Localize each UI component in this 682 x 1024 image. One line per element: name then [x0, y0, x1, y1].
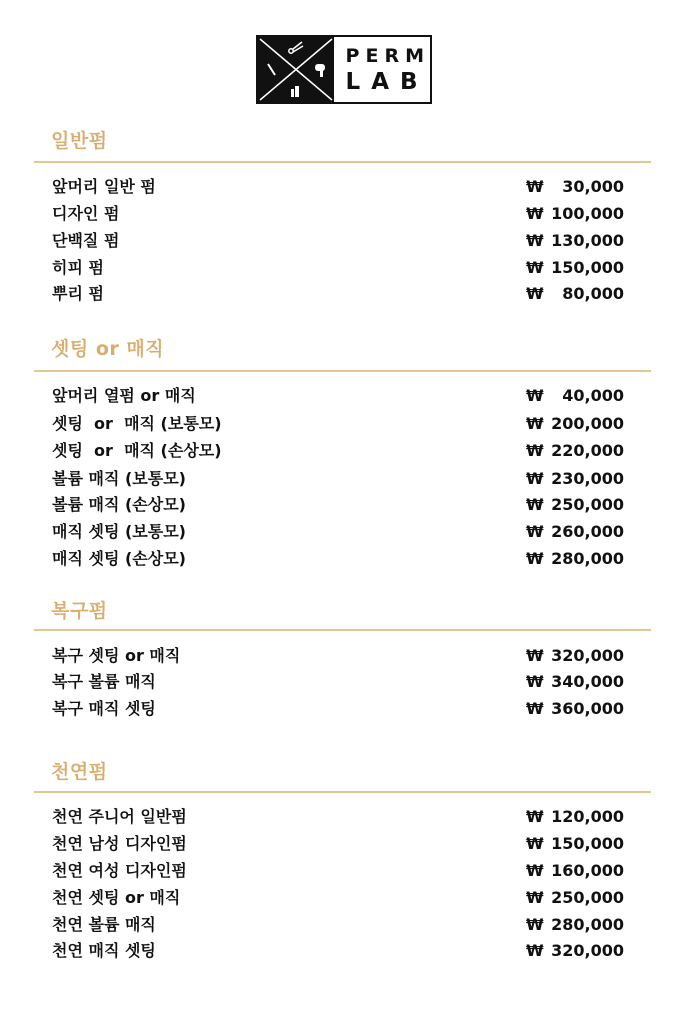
item-name: 천연 남성 디자인펌 [52, 834, 187, 853]
currency-symbol: ₩ [526, 807, 544, 826]
section-divider [34, 161, 651, 163]
menu-item [52, 466, 624, 492]
section-divider [34, 629, 651, 631]
item-name: 단백질 펌 [52, 231, 120, 250]
item-name: 복구 셋팅 or 매직 [52, 646, 181, 665]
item-name: 셋팅 or 매직 (손상모) [52, 441, 222, 460]
menu-item [52, 858, 624, 884]
logo-tools-emblem [258, 37, 334, 102]
menu-item [52, 281, 624, 307]
section-title: 셋팅 or 매직 [51, 338, 165, 360]
item-name: 매직 셋팅 (손상모) [52, 549, 186, 568]
item-price: 220,000 [551, 441, 624, 460]
item-price: 360,000 [551, 699, 624, 718]
currency-symbol: ₩ [526, 177, 544, 196]
currency-symbol: ₩ [526, 231, 544, 250]
item-price: 200,000 [551, 414, 624, 433]
menu-item [52, 411, 624, 437]
menu-item [52, 643, 624, 669]
currency-symbol: ₩ [526, 469, 544, 488]
currency-symbol: ₩ [526, 699, 544, 718]
menu-item [52, 546, 624, 572]
item-name: 천연 볼륨 매직 [52, 915, 156, 934]
item-name: 디자인 펌 [52, 204, 120, 223]
currency-symbol: ₩ [526, 441, 544, 460]
item-name: 복구 매직 셋팅 [52, 699, 156, 718]
logo-wordmark [334, 37, 430, 102]
section-divider [34, 791, 651, 793]
menu-item [52, 228, 624, 254]
menu-item [52, 804, 624, 830]
item-price: 230,000 [551, 469, 624, 488]
currency-symbol: ₩ [526, 495, 544, 514]
perm-lab-logo [256, 35, 432, 104]
currency-symbol: ₩ [526, 915, 544, 934]
item-price: 250,000 [551, 888, 624, 907]
section-title: 천연펌 [51, 761, 108, 783]
item-price: 160,000 [551, 861, 624, 880]
item-name: 앞머리 일반 펌 [52, 177, 156, 196]
item-price: 120,000 [551, 807, 624, 826]
item-name: 뿌리 펌 [52, 284, 104, 303]
item-price: 280,000 [551, 915, 624, 934]
currency-symbol: ₩ [526, 861, 544, 880]
item-name: 천연 셋팅 or 매직 [52, 888, 181, 907]
currency-symbol: ₩ [526, 386, 544, 405]
currency-symbol: ₩ [526, 834, 544, 853]
item-name: 볼륨 매직 (손상모) [52, 495, 186, 514]
menu-item [52, 383, 624, 409]
menu-item [52, 255, 624, 281]
item-price: 340,000 [551, 672, 624, 691]
item-price: 280,000 [551, 549, 624, 568]
item-name: 천연 여성 디자인펌 [52, 861, 187, 880]
section-title: 복구펌 [51, 600, 108, 622]
item-name: 천연 매직 셋팅 [52, 941, 156, 960]
currency-symbol: ₩ [526, 522, 544, 541]
logo-tools-icon [258, 37, 334, 102]
item-name: 볼륨 매직 (보통모) [52, 469, 186, 488]
menu-item [52, 519, 624, 545]
currency-symbol: ₩ [526, 258, 544, 277]
item-price: 100,000 [551, 204, 624, 223]
menu-item [52, 831, 624, 857]
item-name: 셋팅 or 매직 (보통모) [52, 414, 222, 433]
item-price: 80,000 [562, 284, 624, 303]
menu-item [52, 669, 624, 695]
menu-item [52, 438, 624, 464]
section-title: 일반펌 [51, 130, 108, 152]
currency-symbol: ₩ [526, 672, 544, 691]
menu-item [52, 492, 624, 518]
currency-symbol: ₩ [526, 284, 544, 303]
currency-symbol: ₩ [526, 888, 544, 907]
menu-item [52, 201, 624, 227]
currency-symbol: ₩ [526, 414, 544, 433]
item-price: 320,000 [551, 646, 624, 665]
currency-symbol: ₩ [526, 941, 544, 960]
item-name: 매직 셋팅 (보통모) [52, 522, 186, 541]
logo-line-1: PERM [345, 44, 430, 67]
section-divider [34, 370, 651, 372]
logo-line-2: LAB [345, 68, 429, 95]
currency-symbol: ₩ [526, 646, 544, 665]
menu-item [52, 938, 624, 964]
item-price: 130,000 [551, 231, 624, 250]
menu-item [52, 912, 624, 938]
currency-symbol: ₩ [526, 204, 544, 223]
menu-item [52, 885, 624, 911]
item-price: 260,000 [551, 522, 624, 541]
menu-item [52, 696, 624, 722]
item-price: 150,000 [551, 834, 624, 853]
item-name: 앞머리 열펌 or 매직 [52, 386, 196, 405]
item-name: 천연 주니어 일반펌 [52, 807, 187, 826]
item-name: 복구 볼륨 매직 [52, 672, 156, 691]
item-name: 히피 펌 [52, 258, 104, 277]
currency-symbol: ₩ [526, 549, 544, 568]
item-price: 40,000 [562, 386, 624, 405]
item-price: 150,000 [551, 258, 624, 277]
item-price: 320,000 [551, 941, 624, 960]
menu-item [52, 174, 624, 200]
item-price: 30,000 [562, 177, 624, 196]
item-price: 250,000 [551, 495, 624, 514]
